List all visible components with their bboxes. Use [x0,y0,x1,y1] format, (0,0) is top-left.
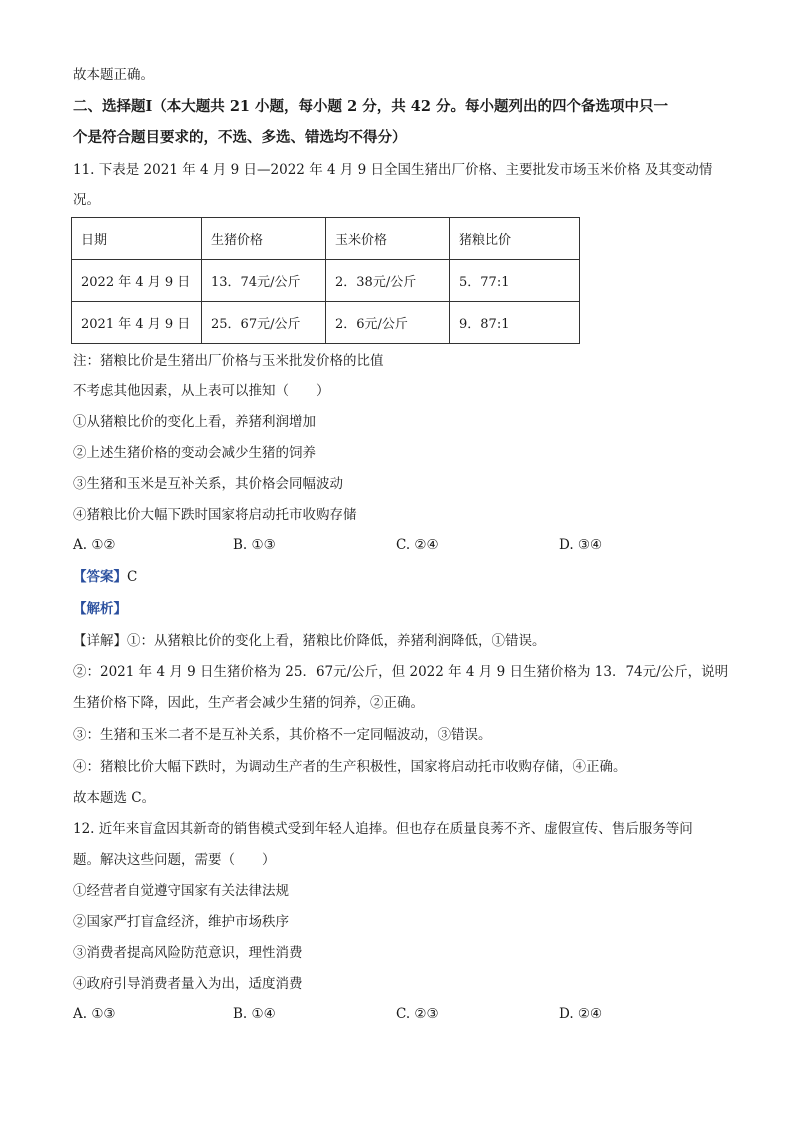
option-c: C. ②④ [396,537,439,553]
q11-statement-4: ④猪粮比价大幅下跌时国家将启动托市收购存储 [73,507,357,523]
q11-options [73,537,713,555]
q11-note: 注：猪粮比价是生猪出厂价格与玉米批发价格的比值 [73,353,384,369]
q11-statement-1: ①从猪粮比价的变化上看，养猪利润增加 [73,414,316,430]
q11-prompt: 不考虑其他因素，从上表可以推知（ ） [73,383,330,399]
detail-text: ①：从猪粮比价的变化上看，猪粮比价降低，养猪利润降低，①错误。 [127,633,546,649]
table-cell: 9．87:1 [450,302,580,344]
table-cell: 2021 年 4 月 9 日 [72,302,202,344]
table-row [72,302,580,344]
detail-2a: ②：2021 年 4 月 9 日生猪价格为 25．67元/公斤，但 2022 年 4 月 9 日生猪价格为 13．74元/公斤，说明 [73,664,729,680]
table-header-cell: 日期 [72,218,202,260]
table-header-cell: 玉米价格 [326,218,450,260]
q12-statement-4: ④政府引导消费者量入为出，适度消费 [73,976,303,992]
option-a: A. ①③ [73,1006,116,1022]
price-table [71,217,580,344]
q11-stem-line2: 况。 [73,192,100,208]
detail-2b: 生猪价格下降，因此，生产者会减少生猪的饲养，②正确。 [73,695,424,711]
q12-options [73,1006,713,1024]
analysis-label: 【解析】 [73,601,127,617]
q12-statement-1: ①经营者自觉遵守国家有关法律法规 [73,883,289,899]
q12-statement-2: ②国家严打盲盒经济，维护市场秩序 [73,914,289,930]
section-heading-line1: 二、选择题Ⅰ（本大题共 21 小题，每小题 2 分，共 42 分。每小题列出的四个备选项中只一 [73,98,669,115]
q11-statement-3: ③生猪和玉米是互补关系，其价格会同幅波动 [73,476,343,492]
detail-4: ④：猪粮比价大幅下跌时，为调动生产者的生产积极性，国家将启动托市收购存储，④正确。 [73,759,627,775]
detail-1 [73,632,546,650]
option-d: D. ③④ [559,537,603,553]
table-cell: 5．77:1 [450,260,580,302]
option-c: C. ②③ [396,1006,439,1022]
prev-conclusion: 故本题正确。 [73,67,154,83]
table-header-row [72,218,580,260]
option-d: D. ②④ [559,1006,603,1022]
answer-line [73,568,137,586]
table-row [72,260,580,302]
option-b: B. ①③ [233,537,276,553]
table-cell: 2022 年 4 月 9 日 [72,260,202,302]
analysis-line [73,600,127,618]
answer-label: 【答案】 [73,569,127,585]
option-a: A. ①② [73,537,116,553]
detail-3: ③：生猪和玉米二者不是互补关系，其价格不一定同幅波动，③错误。 [73,727,492,743]
table-cell: 13．74元/公斤 [202,260,326,302]
table-header-cell: 猪粮比价 [450,218,580,260]
q12-stem-line2: 题。解决这些问题，需要（ ） [73,852,276,868]
table-header-cell: 生猪价格 [202,218,326,260]
q12-stem-line1: 12. 近年来盲盒因其新奇的销售模式受到年轻人追捧。但也存在质量良莠不齐、虚假宣传、售后服务等问 [73,821,693,837]
option-b: B. ①④ [233,1006,276,1022]
section-heading-line2: 个是符合题目要求的，不选、多选、错选均不得分） [73,129,407,146]
detail-label: 【详解】 [73,633,127,649]
q11-statement-2: ②上述生猪价格的变动会减少生猪的饲养 [73,445,316,461]
q11-stem-line1: 11. 下表是 2021 年 4 月 9 日—2022 年 4 月 9 日全国生猪出厂价格、主要批发市场玉米价格 及其变动情 [73,162,713,178]
table-cell: 25．67元/公斤 [202,302,326,344]
table-cell: 2．6元/公斤 [326,302,450,344]
answer-value: C [127,569,138,585]
q12-statement-3: ③消费者提高风险防范意识，理性消费 [73,945,303,961]
table-cell: 2．38元/公斤 [326,260,450,302]
conclusion: 故本题选 C。 [73,790,156,806]
